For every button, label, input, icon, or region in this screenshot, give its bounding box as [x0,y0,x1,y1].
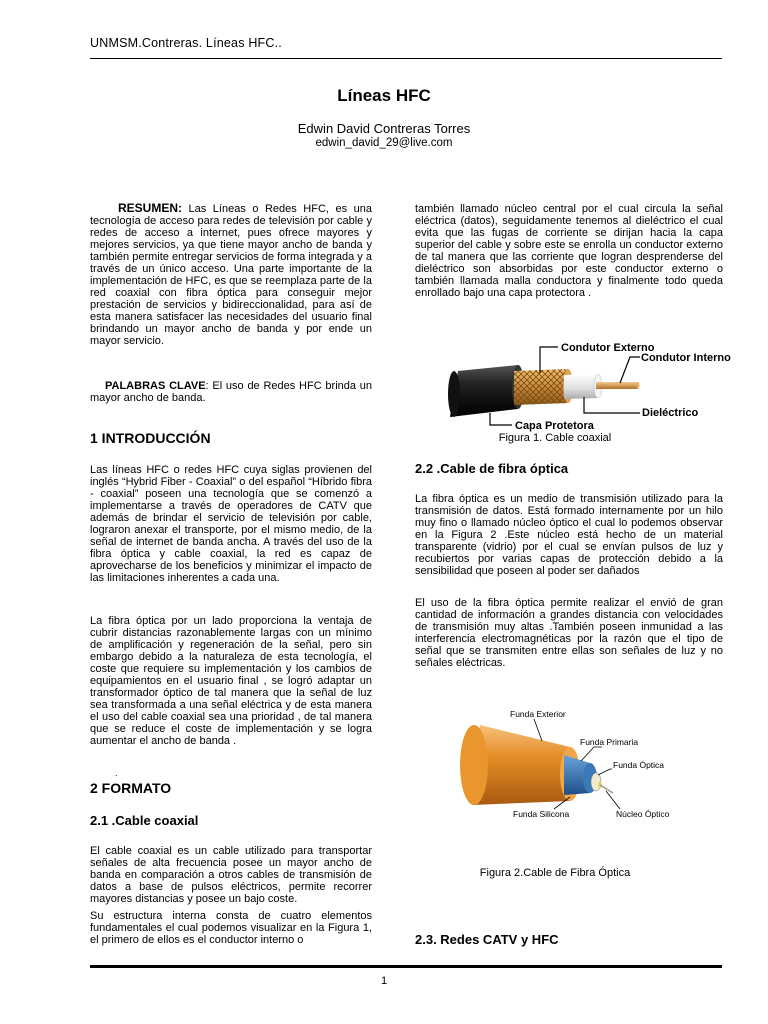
paper-title: Líneas HFC [337,86,431,105]
keywords-label: PALABRAS CLAVE [105,380,206,392]
label-outer-conductor: Condutor Externo [561,342,655,354]
abstract-label: RESUMEN: [118,201,183,215]
coax-p2-text: Su estructura interna consta de cuatro elementos fundamentales el cual podemos visualizar en la Figura 1, el primero de ellos es el conductor interno o [90,910,372,946]
label-dielectric: Dieléctrico [642,407,699,419]
fiber-p2-text: El uso de la fibra óptica permite realizar el envió de gran cantidad de información a grandes distancia con velocidades de transmisión muy altas .También poseen inmunidad a las interferencia electromagnéticas por la razón que el tipo de señal que se transmiten entre ellas son señales de luz y no señales eléctricas. [415,597,723,669]
footer-rule [90,965,722,968]
coax-paragraph-1 [90,845,372,905]
figure2-caption: Figura 2.Cable de Fibra Óptica [479,867,631,879]
intro-heading: 1 INTRODUCCIÓN [90,430,211,446]
coax-p1-text: El cable coaxial es un cable utilizado para transportar señales de alta frecuencia posee un mayor ancho de banda en comparación a otros cables de transmisión de datos a base de pulsos eléctricos, permite recorrer mayores distancias y posee un bajo coste. [90,845,372,905]
page-number: 1 [380,975,388,987]
catv-heading: 2.3. Redes CATV y HFC [415,932,559,947]
label-silicone-sheath: Funda Silicona [513,809,570,819]
author-email: edwin_david_29@live.com [315,137,453,149]
label-optical-sheath: Funda Óptica [613,760,665,770]
paper-author: Edwin David Contreras Torres [297,121,471,136]
coax-heading: 2.1 .Cable coaxial [90,813,199,828]
header-rule [90,58,722,59]
fiber-heading: 2.2 .Cable de fibra óptica [415,461,569,476]
intro-p2-text: La fibra óptica por un lado proporciona la ventaja de cubrir distancias razonablemente largas con un mínimo de amplificación y regeneración de la señal, pero sin embargo debido a la naturaleza de esta tecnología, el coste que requiere su implementación y los cambios de equipamientos en el usuario final , se logró adaptar un transformador óptico de tal manera que la señal de luz sea transformada a una señal eléctrica y de esta manera el uso del cable coaxial sea una prioridad , de tal manera que se reduce el coste de implementación y se logra aumentar el ancho de banda . [90,615,372,747]
figure1-caption: Figura 1. Cable coaxial [498,432,612,444]
label-jacket: Capa Protetora [515,420,594,432]
label-outer-sheath: Funda Exterior [510,709,566,719]
abstract-block [90,202,372,347]
fiber-silicone-layer [564,755,597,795]
formato-heading: 2 FORMATO [90,780,172,796]
right-p1-text: también llamado núcleo central por el cual circula la señal eléctrica (datos), seguidamente tenemos al dieléctrico el cual evita que las fugas de corriente se dirijan hacia la capa superior del cable y sobre este se enrolla un conductor externo de tal manera que las corriente que logran desprenderse del dieléctrico son absorbidas por este conductor externo o también llamada malla conductora y finalmente todo queda enrollado bajo una capa protectora . [415,203,723,299]
intro-paragraph-2 [90,615,372,747]
label-primary-sheath: Funda Primaria [580,737,639,747]
keywords-block [90,380,372,404]
cable-inner-conductor [596,382,640,389]
abstract-text: Las Líneas o Redes HFC, es una tecnología de acceso para redes de televisión por cable y redes de acceso a internet, pues ofrece mayores y mejores servicios, ya que tiene mayor ancho de banda y también permite entregar servicios de forma integrada y a través de un único acceso. Una parte importante de la implementación de HFC, es que se reemplaza parte de la red coaxial con fibra óptica para conseguir mejor prestación de servicios y bidireccionalidad, para así de esta manera satisfacer las necesidades del usuario final brindando un mayor ancho de banda y por ende un mayor servicio. [90,203,372,347]
right-paragraph-1 [415,203,723,299]
cable-jacket [448,365,524,417]
stray-dot: . [115,768,118,778]
keywords-text: : El uso de Redes HFC brinda un mayor ancho de banda. [90,380,372,404]
fiber-paragraph-1 [415,493,723,577]
label-inner-conductor: Condutor Interno [641,352,731,364]
figure-fiber-cable [450,705,690,825]
coax-paragraph-2 [90,910,372,946]
fiber-outer-sheath [460,725,580,805]
intro-p1-text: Las líneas HFC o redes HFC cuya siglas provienen del inglés “Hybrid Fiber - Coaxial” o del español “Híbrido fibra - coaxial” poseen una tecnología que se comenzó a implementarse a través de operadores de CATV que además de brindar el servicio de televisión por cable, lograron anexar el transporte, por el mismo medio, de la señal de internet de banda ancha. A través del uso de la fibra óptica y cable coaxial, la red es capaz de aprovecharse de los beneficios y minimizar el impacto de las limitaciones inherentes a cada una. [90,464,372,584]
figure-coaxial-cable [440,335,740,435]
running-header: UNMSM.Contreras. Líneas HFC.. [90,36,282,50]
fiber-paragraph-2 [415,597,723,669]
intro-paragraph-1 [90,464,372,584]
fiber-core [598,782,613,794]
fiber-p1-text: La fibra óptica es un medio de transmisión utilizado para la transmisión de datos. Está formado internamente por un hilo muy fino o llamado núcleo óptico el cual lo podemos observar en la Figura 2 .Este núcleo está hecho de un material transparente (vidrio) por el cual se envían pulsos de luz y recubiertos por varias capas de protección debido a la sensibilidad que poseen al poder ser dañados [415,493,723,577]
label-optical-core: Núcleo Óptico [616,809,670,819]
